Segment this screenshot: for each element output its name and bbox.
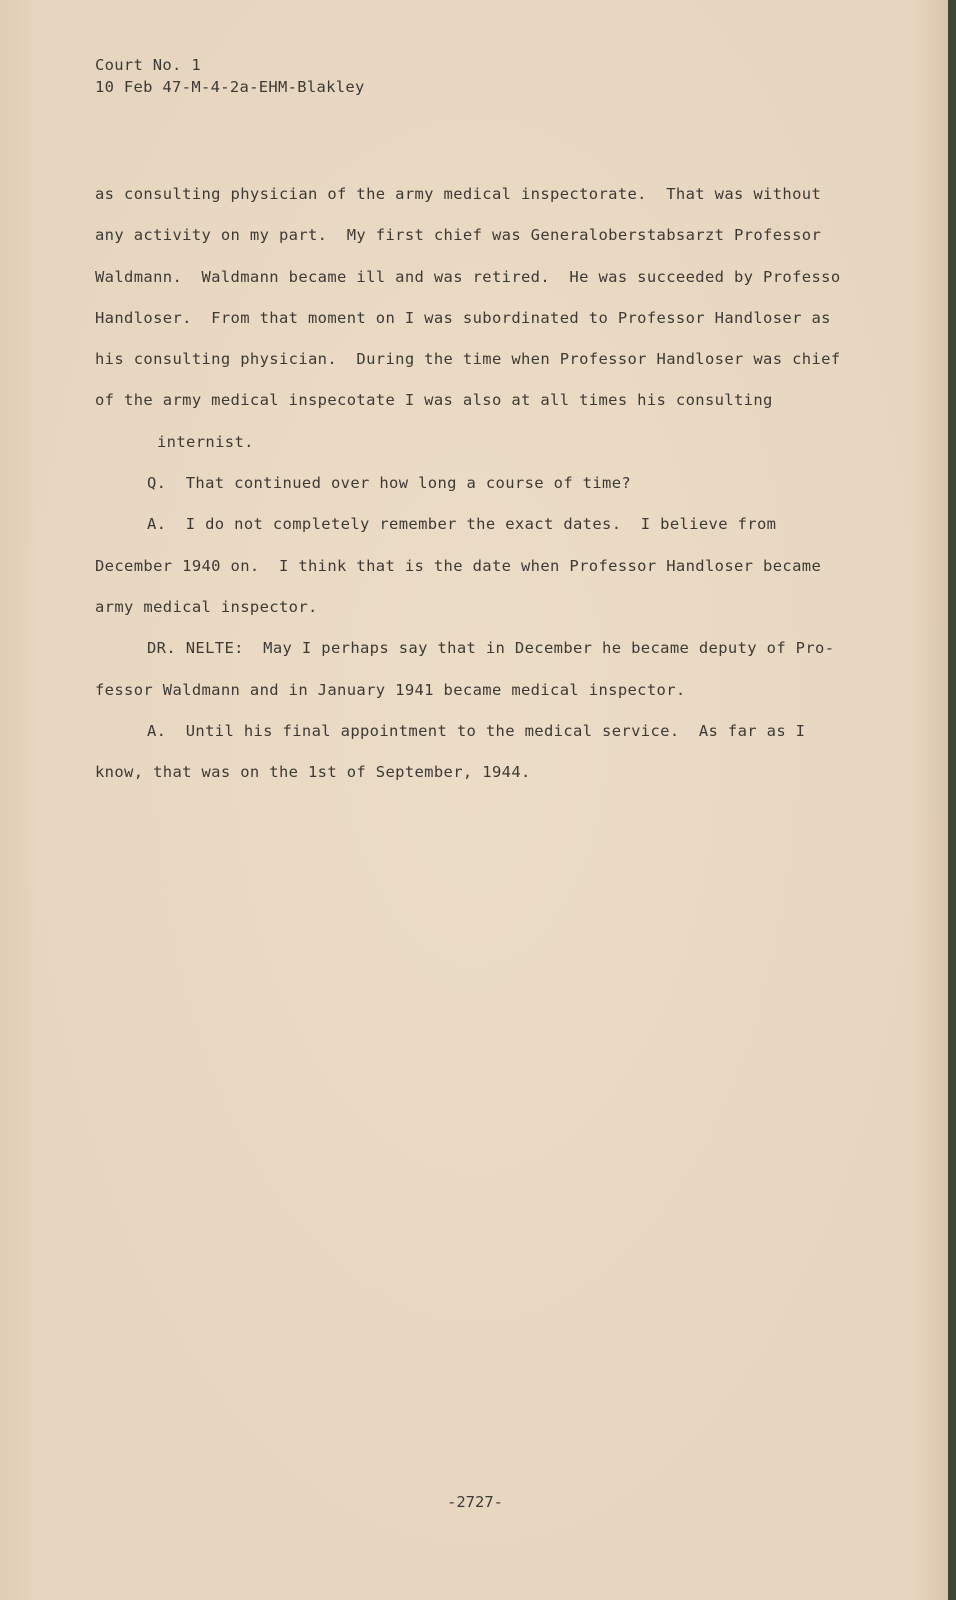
- scan-edge: [948, 0, 956, 1600]
- answer-line: A. Until his final appointment to the medical service. As far as I: [147, 721, 806, 740]
- transcript-line: as consulting physician of the army medical inspectorate. That was without: [95, 185, 822, 203]
- court-number: Court No. 1: [95, 56, 201, 74]
- transcript-line: Waldmann. Waldmann became ill and was retired. He was succeeded by Professo: [95, 267, 841, 286]
- transcript-line: internist.: [157, 432, 254, 451]
- transcript-body: [95, 174, 885, 793]
- transcript-line: December 1940 on. I think that is the date when Professor Handloser became: [95, 556, 822, 575]
- transcript-line: army medical inspector.: [95, 597, 318, 616]
- transcript-line: know, that was on the 1st of September, 1944.: [95, 763, 531, 782]
- question-line: Q. That continued over how long a course of time?: [147, 474, 632, 493]
- transcript-line: his consulting physician. During the time when Professor Handloser was chief: [95, 350, 841, 369]
- transcript-line: fessor Waldmann and in January 1941 became medical inspector.: [95, 680, 686, 699]
- page-number: -2727-: [447, 1493, 503, 1511]
- transcript-line: Handloser. From that moment on I was subordinated to Professor Handloser as: [95, 308, 831, 327]
- document-header: [95, 54, 365, 98]
- answer-line: A. I do not completely remember the exact dates. I believe from: [147, 515, 777, 534]
- counsel-line: DR. NELTE: May I perhaps say that in December he became deputy of Pro-: [147, 639, 835, 658]
- transcript-line: of the army medical inspecotate I was also at all times his consulting: [95, 391, 773, 410]
- session-code: 10 Feb 47-M-4-2a-EHM-Blakley: [95, 78, 365, 96]
- transcript-line: any activity on my part. My first chief was Generaloberstabsarzt Professor: [95, 226, 822, 245]
